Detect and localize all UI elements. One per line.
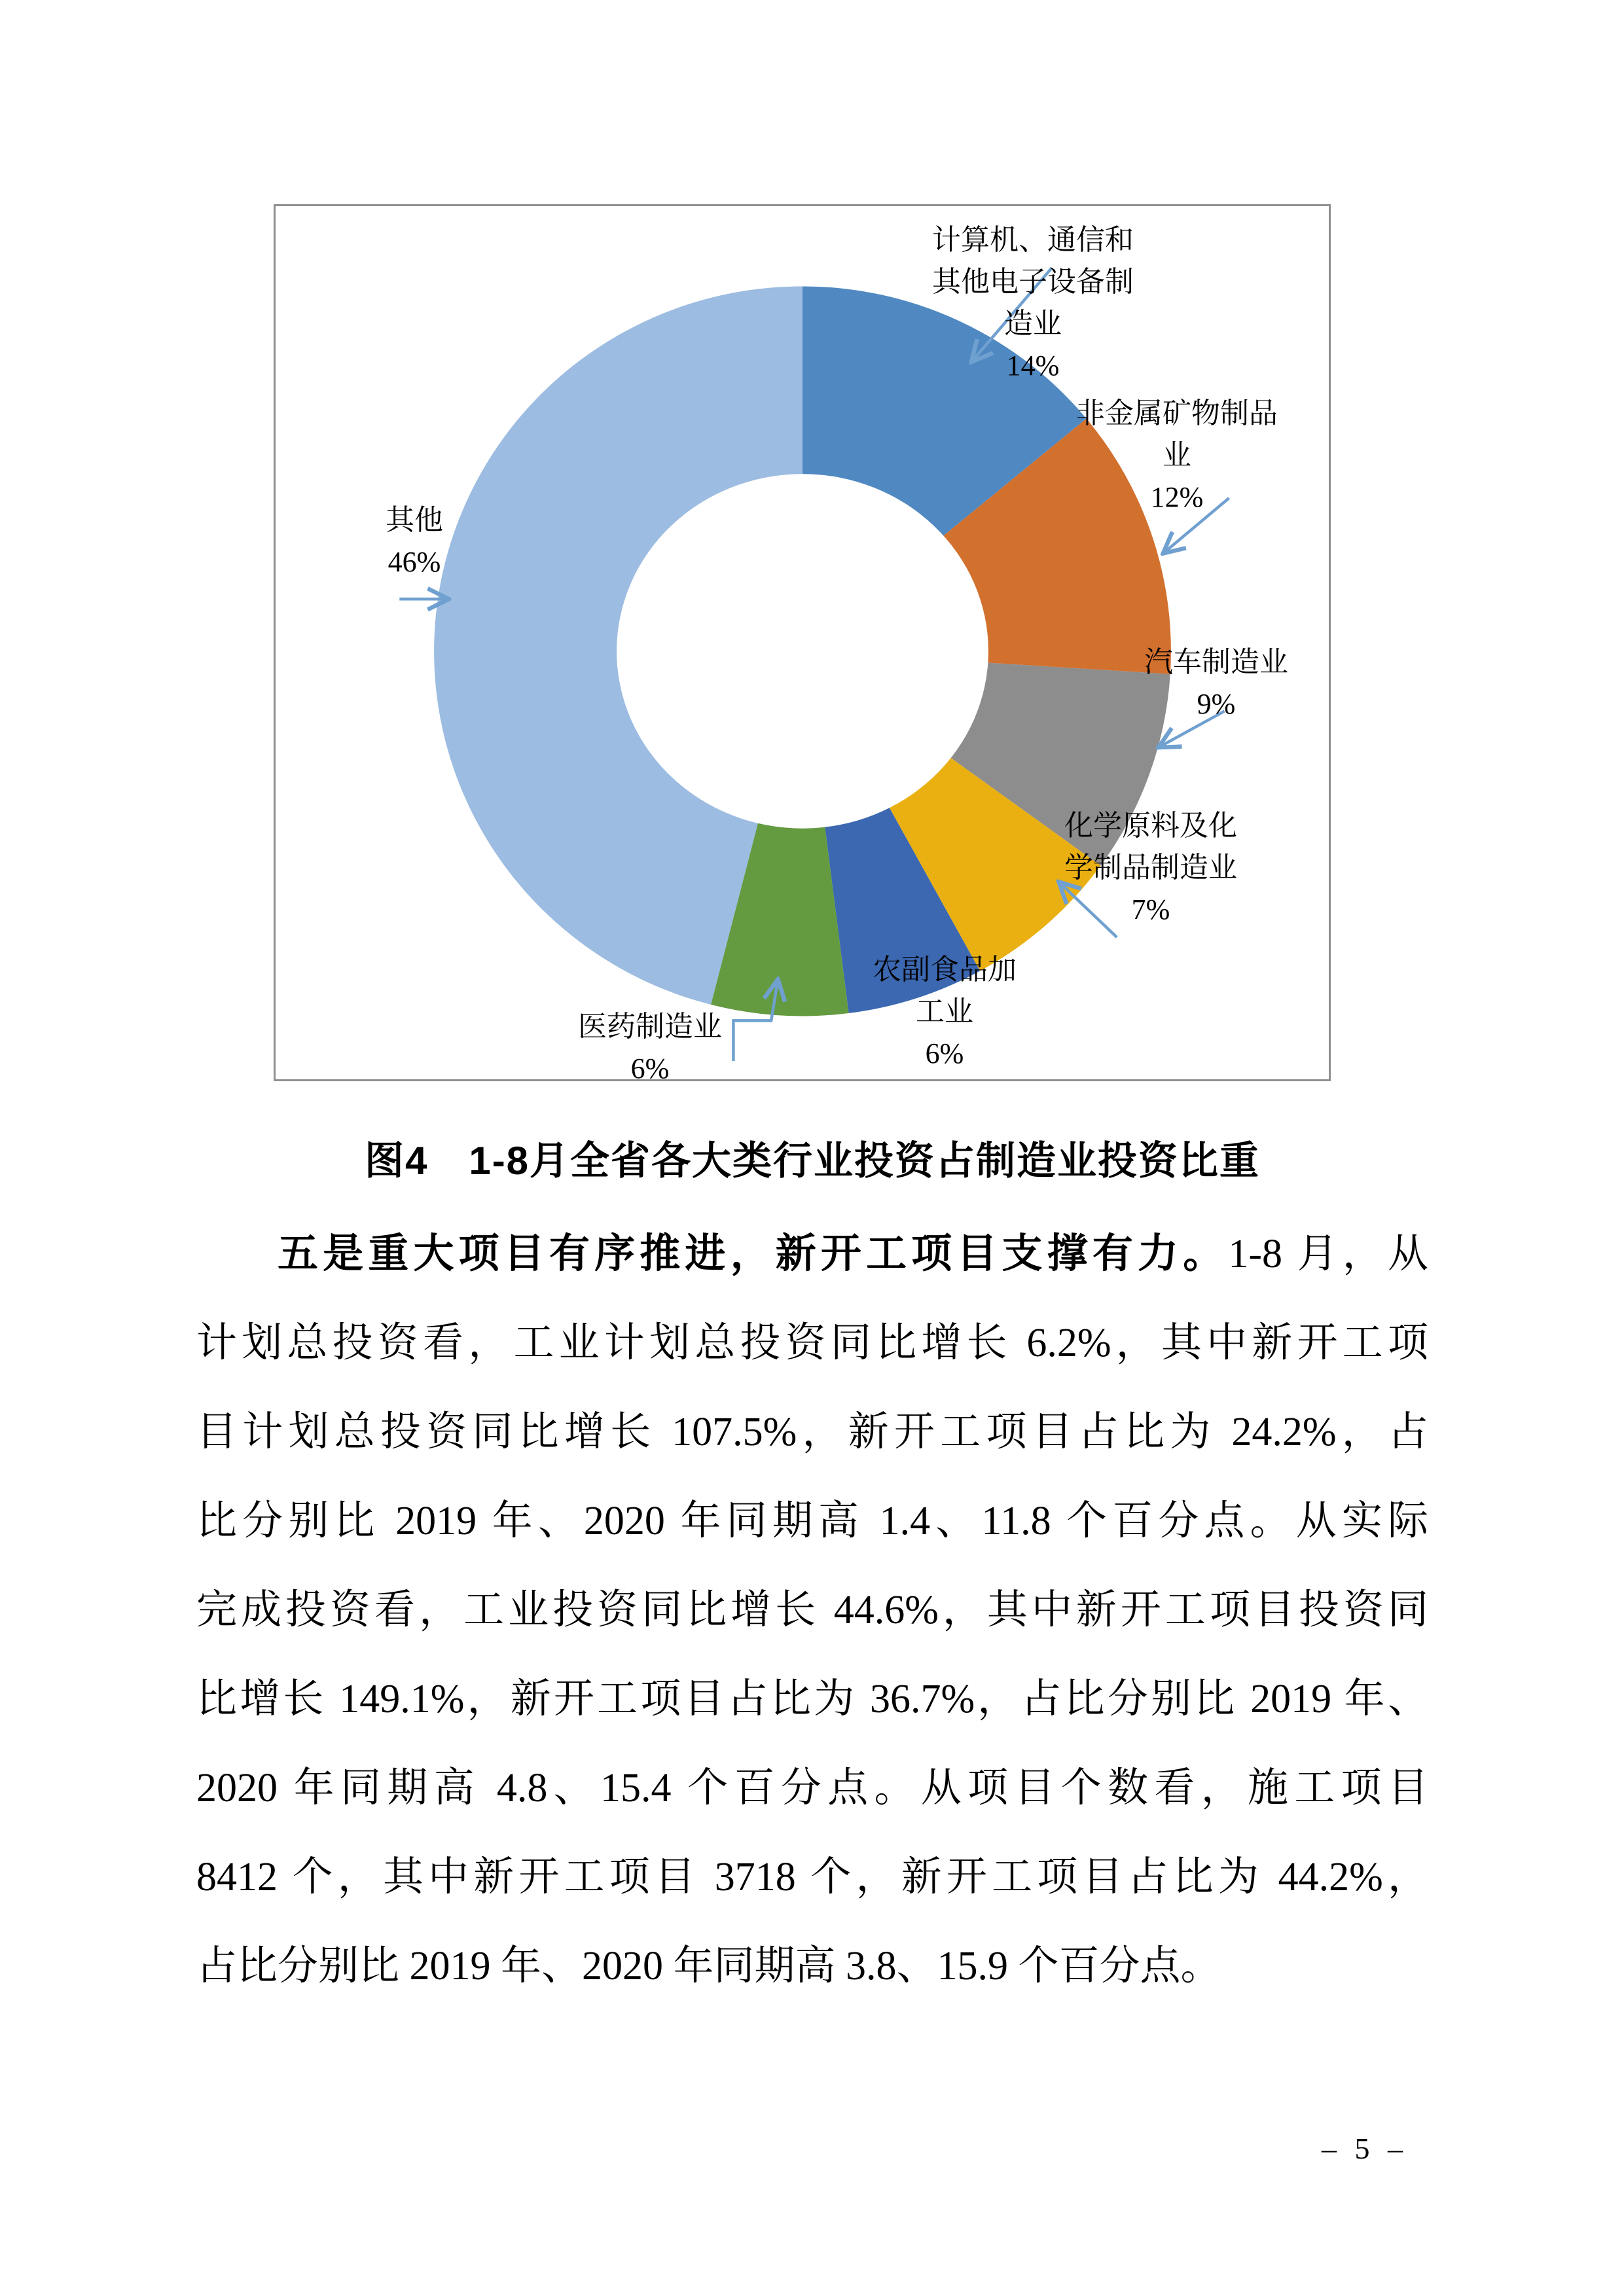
body-line: 计划总投资看，工业计划总投资同比增长 6.2%，其中新开工项 [196,1321,1428,1365]
body-line: 完成投资看，工业投资同比增长 44.6%，其中新开工项目投资同 [196,1588,1428,1632]
page-number: – 5 – [1322,2132,1408,2165]
callout-arrow-3 [1060,882,1117,937]
slice-pct-label: 14% [1006,350,1060,382]
slice-label-line: 医药制造业 [578,1011,722,1043]
body-line-text: 1-8 月，从 [1228,1232,1428,1276]
slice-label-line: 业 [1163,439,1191,471]
slice-label-line: 工业 [916,996,973,1028]
slice-pct-label: 7% [1131,893,1170,925]
body-line: 2020 年同期高 4.8、15.4 个百分点。从项目个数看，施工项目 [196,1766,1428,1810]
slice-pct-label: 46% [388,546,441,578]
body-line: 比增长 149.1%，新开工项目占比为 36.7%，占比分别比 2019 年、 [196,1677,1428,1721]
slice-label-line: 造业 [1004,308,1062,340]
body-line: 比分别比 2019 年、2020 年同期高 1.4、11.8 个百分点。从实际 [196,1499,1428,1543]
body-line: 目计划总投资同比增长 107.5%，新开工项目占比为 24.2%，占 [196,1410,1428,1454]
body-line: 8412 个，其中新开工项目 3718 个，新开工项目占比为 44.2%， [196,1855,1428,1899]
slice-label-line: 学制品制造业 [1064,852,1237,884]
callout-arrow-0 [972,268,1052,361]
body-line [196,1210,1428,1299]
chart-frame [274,204,1331,1085]
slice-pct-label: 12% [1150,481,1204,513]
slice-pct-label: 6% [925,1037,964,1069]
body-line: 占比分别比 2019 年、2020 年同期高 3.8、15.9 个百分点。 [196,1944,1221,1988]
slice-pct-label: 6% [630,1052,670,1085]
slice-label-line: 其他电子设备制 [932,266,1134,298]
donut-chart-svg [276,206,1329,1079]
slice-pct-label: 9% [1197,688,1236,720]
body-paragraph [196,1210,1428,2011]
callout-arrow-1 [1164,498,1229,553]
slice-label-line: 农副食品加 [873,954,1017,986]
slice-label-line: 汽车制造业 [1144,646,1288,678]
pie-slices [434,286,1171,1016]
slice-label-line: 计算机、通信和 [932,224,1134,256]
body-line-bold-lead: 五是重大项目有序推进，新开工项目支撑有力。 [278,1232,1229,1276]
slice-label-line: 非金属矿物制品 [1076,397,1278,429]
slice-label-line: 化学原料及化 [1064,810,1237,842]
callout-arrow-2 [1159,711,1225,747]
slice-label-line: 其他 [386,504,443,536]
figure-caption: 图4 1-8月全省各大类行业投资占制造业投资比重 [364,1139,1261,1183]
donut-hole [617,474,988,829]
